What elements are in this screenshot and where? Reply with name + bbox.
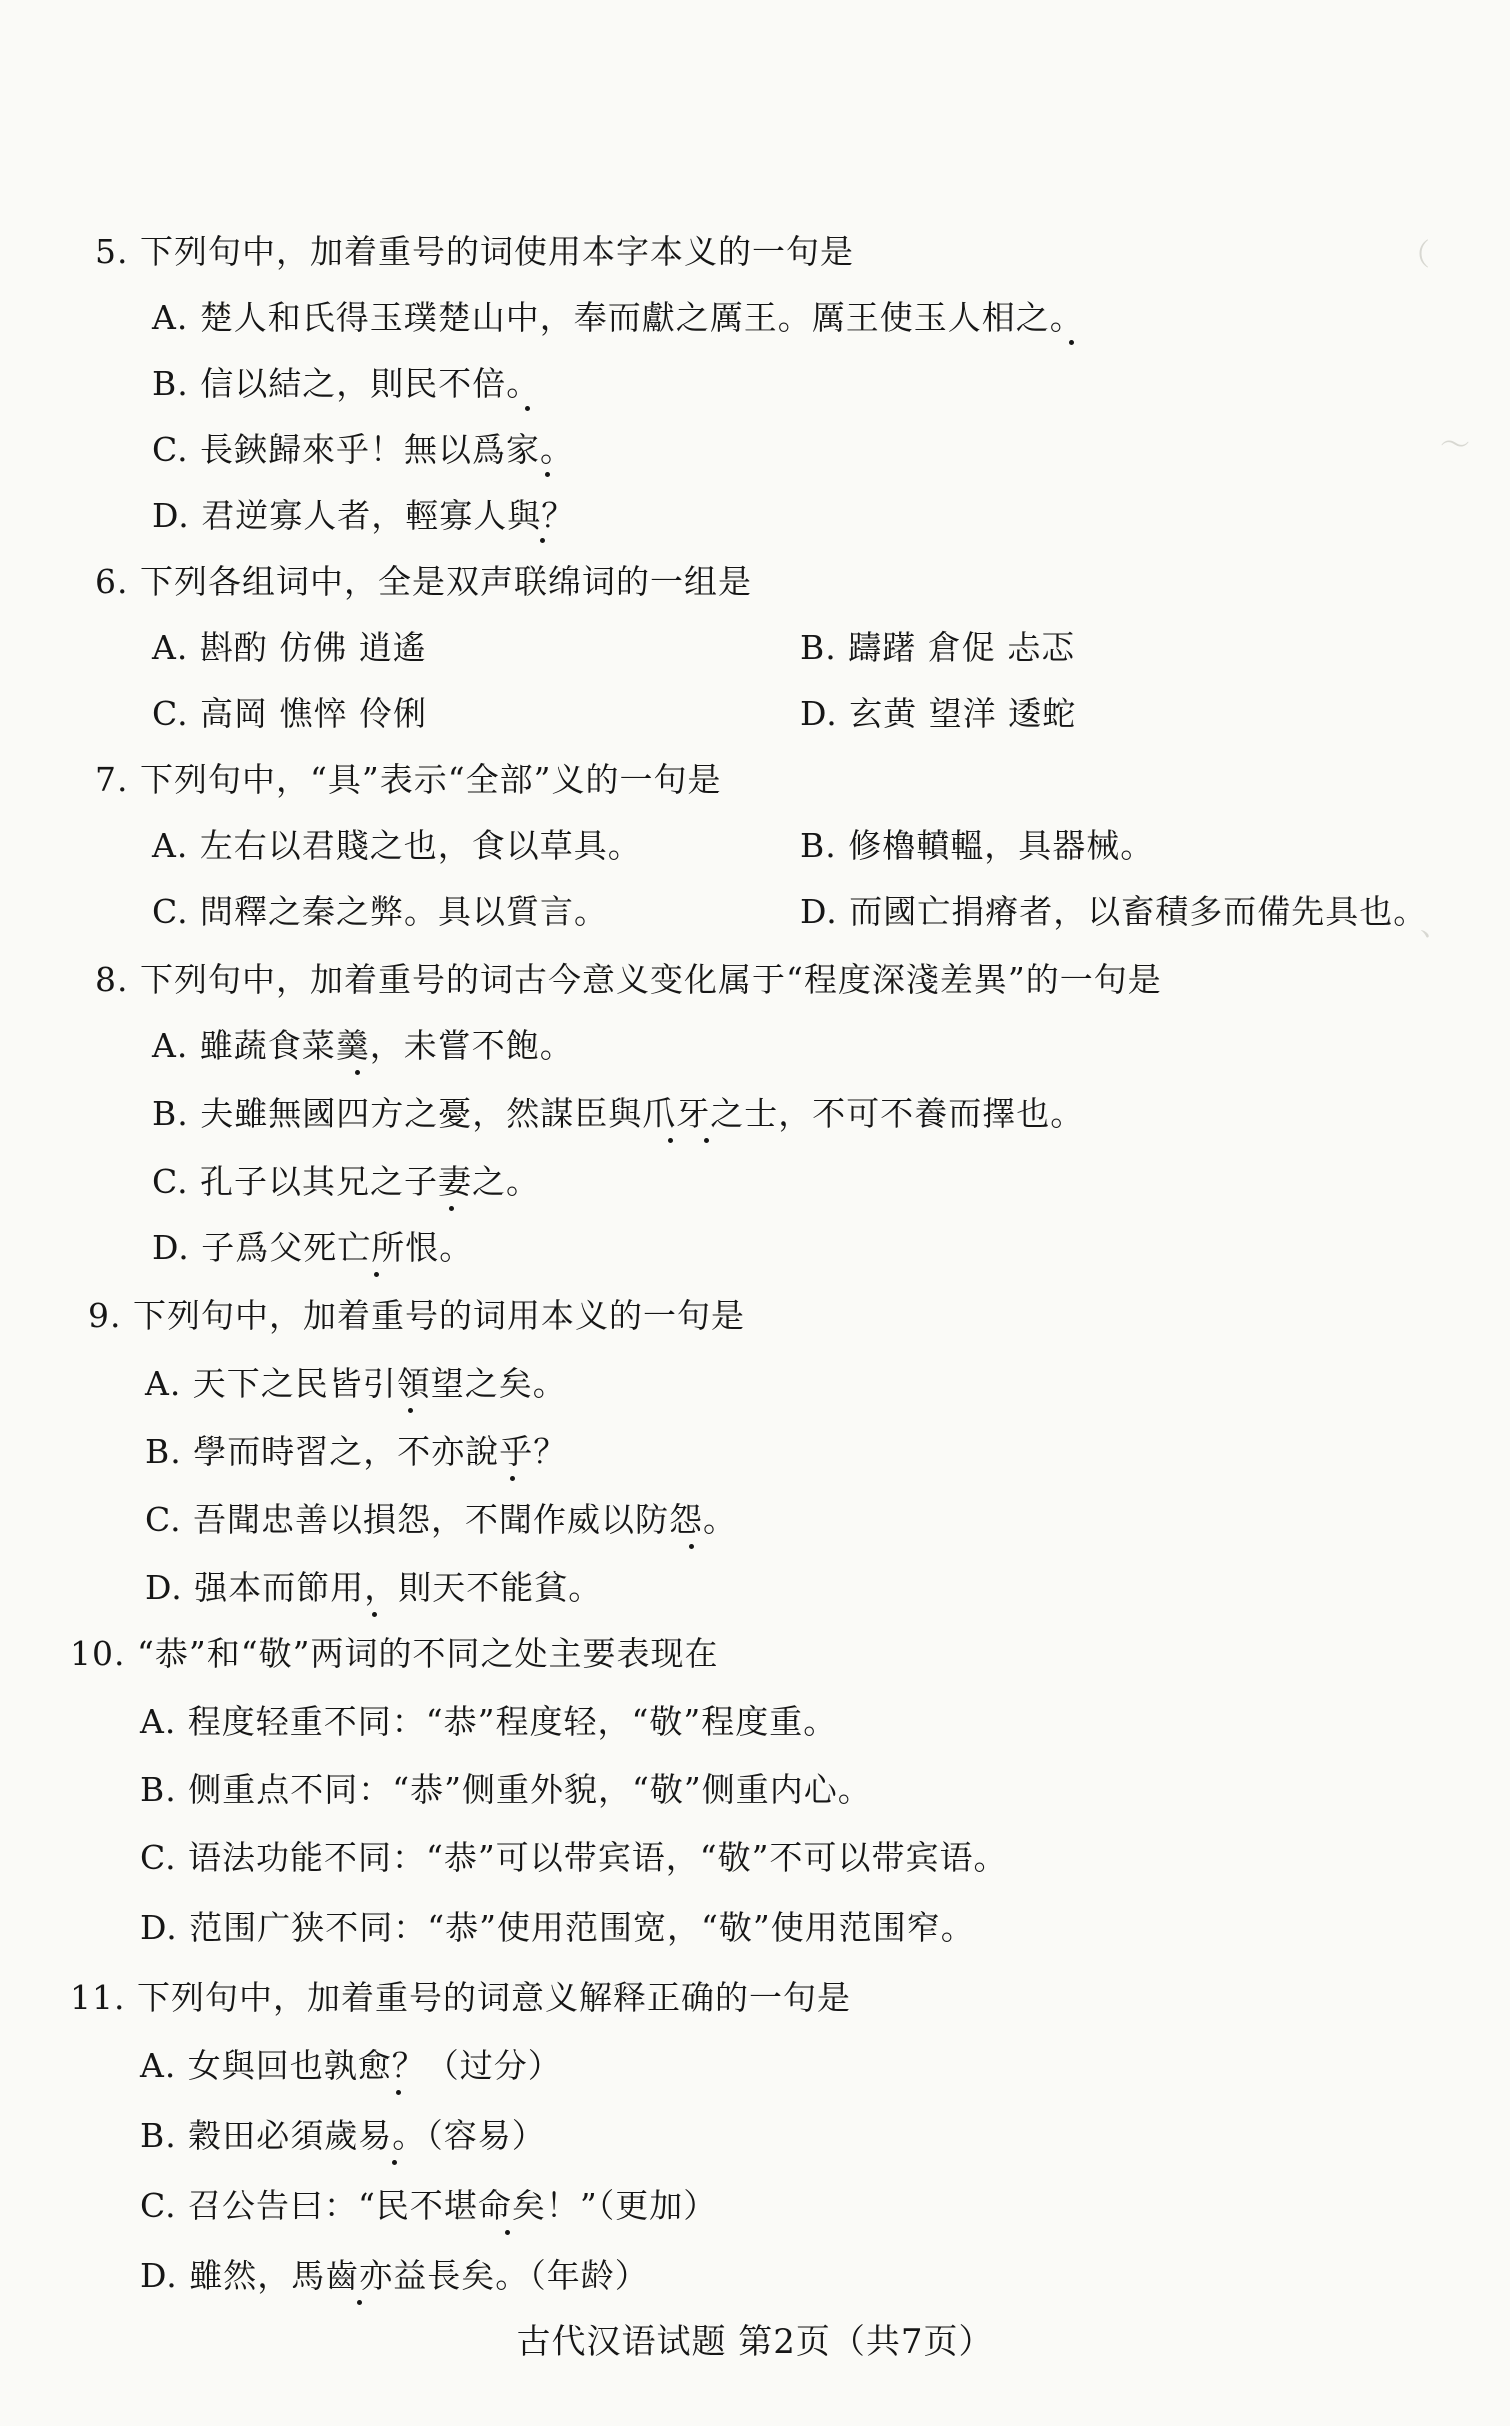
emphasis-dot (704, 1138, 709, 1143)
question-7-option-c: C. 問釋之秦之弊。具以質言。 (152, 892, 609, 931)
question-9-option-d: D. 强本而節用，則天不能貧。 (145, 1568, 603, 1607)
question-11-stem: 11. 下列句中，加着重号的词意义解释正确的一句是 (70, 1978, 851, 2017)
question-5-option-d: D. 君逆寡人者，輕寡人與？ (152, 496, 576, 535)
emphasis-dot (545, 472, 550, 477)
bleed-through-mark: ～ (1440, 428, 1470, 463)
question-11-option-b: B. 穀田必須歲易。（容易） (140, 2116, 546, 2155)
page-footer: 古代汉语试题 第2页（共7页） (516, 2322, 994, 2362)
question-10-option-a: A. 程度轻重不同：“恭”程度轻，“敬”程度重。 (140, 1702, 838, 1741)
emphasis-dot (449, 1206, 454, 1211)
question-7-option-b: B. 修櫓轒轀，具器械。 (800, 826, 1155, 865)
question-5-option-b: B. 信以結之，則民不倍。 (152, 364, 541, 403)
question-10-stem: 10. “恭”和“敬”两词的不同之处主要表现在 (70, 1634, 719, 1673)
question-8-stem: 8. 下列句中，加着重号的词古今意义变化属于“程度深淺差異”的一句是 (95, 960, 1162, 999)
bleed-through-mark: （ (1400, 238, 1430, 273)
emphasis-dot (392, 2160, 397, 2165)
emphasis-dot (540, 538, 545, 543)
question-8-option-b: B. 夫雖無國四方之憂，然謀臣與爪牙之士，不可不養而擇也。 (152, 1094, 1085, 1133)
question-6-stem: 6. 下列各组词中，全是双声联绵词的一组是 (95, 562, 752, 601)
emphasis-dot (689, 1544, 694, 1549)
question-8-option-c: C. 孔子以其兄之子妻之。 (152, 1162, 541, 1201)
emphasis-dot (408, 1408, 413, 1413)
question-6-option-b: B. 躊躇 倉促 忐忑 (800, 628, 1076, 667)
question-6-option-d: D. 玄黄 望洋 逶蛇 (800, 694, 1077, 733)
question-8-option-a: A. 雖蔬食菜羹，未嘗不飽。 (152, 1026, 574, 1065)
question-9-option-c: C. 吾聞忠善以損怨，不聞作威以防怨。 (145, 1500, 738, 1539)
emphasis-dot (355, 1070, 360, 1075)
question-10-option-d: D. 范围广狭不同：“恭”使用范围宽，“敬”使用范围窄。 (140, 1908, 975, 1947)
question-10-option-b: B. 侧重点不同：“恭”侧重外貌，“敬”侧重内心。 (140, 1770, 872, 1809)
question-8-option-d: D. 子爲父死亡所恨。 (152, 1228, 474, 1267)
bleed-through-mark: 、 (1420, 908, 1450, 943)
question-11-option-a: A. 女與回也孰愈？（过分） (140, 2046, 562, 2085)
question-9-option-b: B. 學而時習之，不亦說乎？ (145, 1432, 568, 1471)
question-11-option-c: C. 召公告曰：“民不堪命矣！”（更加） (140, 2186, 718, 2225)
emphasis-dot (374, 1272, 379, 1277)
emphasis-dot (372, 1612, 377, 1617)
emphasis-dot (668, 1138, 673, 1143)
emphasis-dot (1069, 340, 1074, 345)
question-7-option-d: D. 而國亡捐瘠者，以畜積多而備先具也。 (800, 892, 1428, 931)
question-6-option-a: A. 斟酌 仿佛 逍遙 (152, 628, 427, 667)
question-11-option-d: D. 雖然，馬齒亦益長矣。（年龄） (140, 2256, 649, 2295)
emphasis-dot (510, 1476, 515, 1481)
question-5-stem: 5. 下列句中，加着重号的词使用本字本义的一句是 (95, 232, 854, 271)
question-6-option-c: C. 高岡 憔悴 伶俐 (152, 694, 428, 733)
question-5-option-c: C. 長鋏歸來乎！無以爲家。 (152, 430, 575, 469)
emphasis-dot (505, 2230, 510, 2235)
question-9-stem: 9. 下列句中，加着重号的词用本义的一句是 (88, 1296, 745, 1335)
question-9-option-a: A. 天下之民皆引領望之矣。 (145, 1364, 567, 1403)
emphasis-dot (525, 406, 530, 411)
question-5-option-a: A. 楚人和氏得玉璞楚山中，奉而獻之厲王。厲王使玉人相之。 (152, 298, 1084, 337)
emphasis-dot (396, 2090, 401, 2095)
emphasis-dot (357, 2300, 362, 2305)
question-10-option-c: C. 语法功能不同：“恭”可以带宾语，“敬”不可以带宾语。 (140, 1838, 1008, 1877)
question-7-stem: 7. 下列句中，“具”表示“全部”义的一句是 (95, 760, 722, 799)
question-7-option-a: A. 左右以君賤之也，食以草具。 (152, 826, 642, 865)
